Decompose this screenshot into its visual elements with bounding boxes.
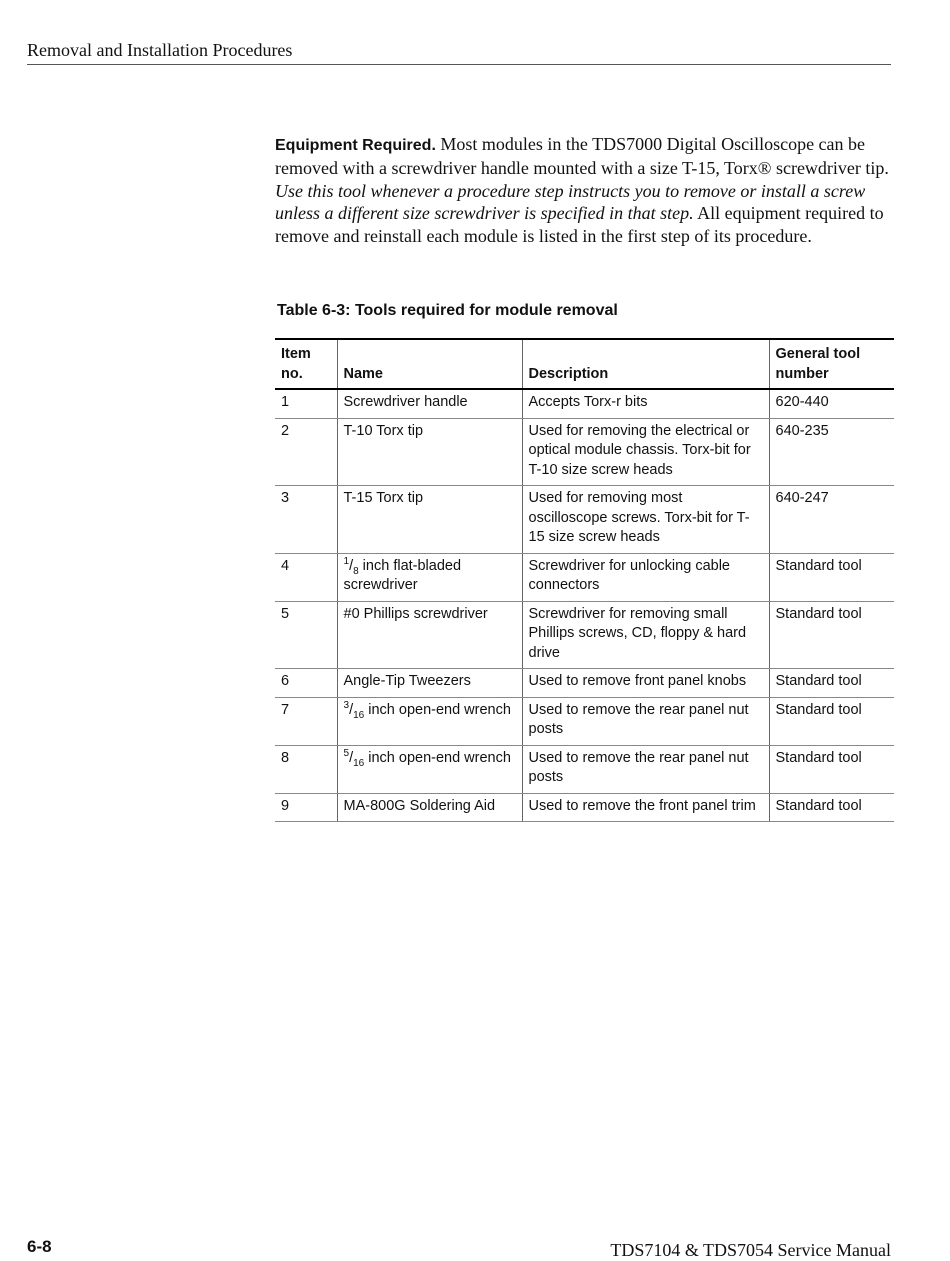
- cell-description: Used for removing most oscilloscope screws. Torx-bit for T-15 size screw heads: [522, 486, 769, 554]
- table-row: [275, 389, 894, 418]
- cell-tool-number: Standard tool: [769, 601, 894, 669]
- page-number: 6-8: [27, 1237, 52, 1256]
- fraction-denominator: 8: [353, 565, 359, 577]
- cell-description: Screwdriver for unlocking cable connectors: [522, 553, 769, 601]
- name-text: inch flat-bladed screwdriver: [343, 557, 462, 593]
- manual-title: TDS7104 & TDS7054 Service Manual: [610, 1240, 891, 1260]
- table-row: [275, 418, 894, 486]
- table-row: [275, 486, 894, 554]
- name-text: inch open-end wrench: [364, 701, 511, 718]
- name-text: inch open-end wrench: [364, 749, 511, 766]
- cell-tool-number: Standard tool: [769, 669, 894, 698]
- cell-name: MA-800G Soldering Aid: [337, 793, 522, 822]
- cell-tool-number: 640-235: [769, 418, 894, 486]
- cell-item: 9: [275, 793, 337, 822]
- table-row: [275, 669, 894, 698]
- header-description: Description: [522, 339, 769, 389]
- cell-tool-number: Standard tool: [769, 697, 894, 745]
- fraction-numerator: 5: [343, 747, 350, 759]
- fraction-numerator: 3: [343, 699, 350, 711]
- fraction-denominator: 16: [353, 757, 365, 769]
- cell-tool-number: 620-440: [769, 389, 894, 418]
- cell-name: T-10 Torx tip: [337, 418, 522, 486]
- cell-item: 4: [275, 553, 337, 601]
- cell-item: 7: [275, 697, 337, 745]
- table-row: [275, 601, 894, 669]
- cell-name: Screwdriver handle: [337, 389, 522, 418]
- fraction-numerator: 1: [343, 555, 350, 567]
- header-item-no: Item no.: [275, 339, 337, 389]
- cell-description: Accepts Torx-r bits: [522, 389, 769, 418]
- paragraph-lead: Equipment Required.: [275, 137, 436, 154]
- cell-description: Screwdriver for removing small Phillips screws, CD, floppy & hard drive: [522, 601, 769, 669]
- page-header: Removal and Installation Procedures: [27, 40, 891, 65]
- cell-description: Used to remove the rear panel nut posts: [522, 745, 769, 793]
- cell-name: $^3/_{16}$ inch open-end wrench: [337, 697, 522, 745]
- cell-name: T-15 Torx tip: [337, 486, 522, 554]
- cell-item: 8: [275, 745, 337, 793]
- cell-item: 1: [275, 389, 337, 418]
- cell-name: #0 Phillips screwdriver: [337, 601, 522, 669]
- header-tool-number: General tool number: [769, 339, 894, 389]
- cell-tool-number: Standard tool: [769, 553, 894, 601]
- cell-description: Used for removing the electrical or optical module chassis. Torx-bit for T-10 size screw heads: [522, 418, 769, 486]
- table-row: [275, 553, 894, 601]
- equipment-required-paragraph: [275, 133, 897, 247]
- paragraph-text-1: Most modules in the TDS7000 Digital Oscilloscope can be removed with a screwdriver handle mounted with a size T-15, Torx® screwdriver tip.: [275, 134, 889, 179]
- cell-item: 2: [275, 418, 337, 486]
- cell-description: Used to remove the rear panel nut posts: [522, 697, 769, 745]
- header-name: Name: [337, 339, 522, 389]
- table-header-row: [275, 339, 894, 389]
- table-caption: Table 6-3: Tools required for module removal: [277, 302, 618, 319]
- table-row: [275, 745, 894, 793]
- cell-tool-number: Standard tool: [769, 793, 894, 822]
- cell-item: 5: [275, 601, 337, 669]
- paragraph-text-2: All equipment required to remove and reinstall each module is listed in the first step of its procedure.: [275, 203, 884, 246]
- cell-description: Used to remove the front panel trim: [522, 793, 769, 822]
- cell-name: $^5/_{16}$ inch open-end wrench: [337, 745, 522, 793]
- cell-description: Used to remove front panel knobs: [522, 669, 769, 698]
- table-row: [275, 793, 894, 822]
- tools-table: [275, 338, 894, 822]
- cell-item: 3: [275, 486, 337, 554]
- paragraph-italic-text: Use this tool whenever a procedure step instructs you to remove or install a screw unless a different size screwdriver is specified in that step.: [275, 180, 866, 224]
- cell-name: $^1/_8$ inch flat-bladed screwdriver: [337, 553, 522, 601]
- fraction-denominator: 16: [353, 709, 365, 721]
- cell-tool-number: Standard tool: [769, 745, 894, 793]
- table-row: [275, 697, 894, 745]
- cell-tool-number: 640-247: [769, 486, 894, 554]
- cell-item: 6: [275, 669, 337, 698]
- cell-name: Angle-Tip Tweezers: [337, 669, 522, 698]
